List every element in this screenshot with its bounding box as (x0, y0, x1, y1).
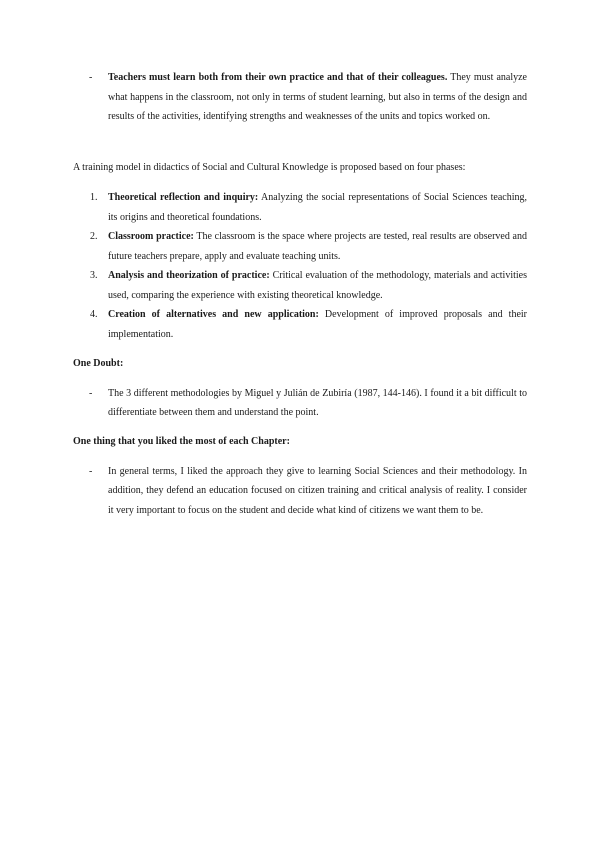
liked-heading: One thing that you liked the most of each Chapter: (73, 436, 290, 447)
phase-number: 3. (90, 270, 98, 281)
doubt-section (73, 354, 527, 423)
phase-item-2 (73, 227, 527, 266)
phase-title: Creation of alternatives and new application: (108, 309, 319, 320)
phase-title: Theoretical reflection and inquiry: (108, 192, 259, 203)
phase-title: Analysis and theorization of practice: (108, 270, 270, 281)
liked-text: In general terms, I liked the approach they give to learning Social Sciences and their methodology. In addition, they defend an education focused on citizen training and critical analysis of reality. I consider it very important to focus on the student and decide what kind of citizens we want them to be. (108, 465, 527, 516)
list-item (73, 68, 527, 127)
phase-number: 4. (90, 309, 98, 320)
doubt-heading: One Doubt: (73, 358, 124, 369)
doubt-text: The 3 different methodologies by Miguel y Julián de Zubiría (1987, 144-146). I found it a bit difficult to differentiate between them and understand the point. (108, 387, 527, 418)
bullet-marker: - (89, 465, 93, 477)
liked-section (73, 432, 527, 520)
bullet-text: They must analyze what happens in the classroom, not only in terms of student learning, but also in terms of the design and results of the activities, identifying strengths and weaknesses of the units and topics worked on. (108, 72, 527, 122)
phase-item-4 (73, 305, 527, 344)
phase-title: Classroom practice: (108, 231, 194, 242)
phase-text: Critical evaluation of the methodology, materials and activities used, comparing the experience with existing theoretical knowledge. (108, 270, 527, 301)
bullet-bold-lead: Teachers must learn both from their own practice and that of their colleagues. (108, 72, 448, 83)
list-item (73, 384, 527, 423)
list-item (73, 462, 527, 521)
phase-item-1 (73, 188, 527, 227)
intro-paragraph-block (73, 158, 527, 178)
phase-text: Development of improved proposals and their implementation. (108, 309, 527, 340)
bullet-section-top (73, 68, 527, 127)
phases-list (73, 188, 527, 344)
bullet-marker: - (89, 72, 93, 83)
phase-number: 1. (90, 192, 98, 203)
phase-text: Analyzing the social representations of Social Sciences teaching, its origins and theoretical foundations. (108, 192, 527, 223)
bullet-marker: - (89, 387, 93, 399)
phase-text: The classroom is the space where projects are tested, real results are observed and future teachers prepare, apply and evaluate teaching units. (108, 231, 527, 262)
phase-number: 2. (90, 231, 98, 242)
phase-item-3 (73, 266, 527, 305)
intro-paragraph: A training model in didactics of Social and Cultural Knowledge is proposed based on four phases: (73, 162, 466, 173)
